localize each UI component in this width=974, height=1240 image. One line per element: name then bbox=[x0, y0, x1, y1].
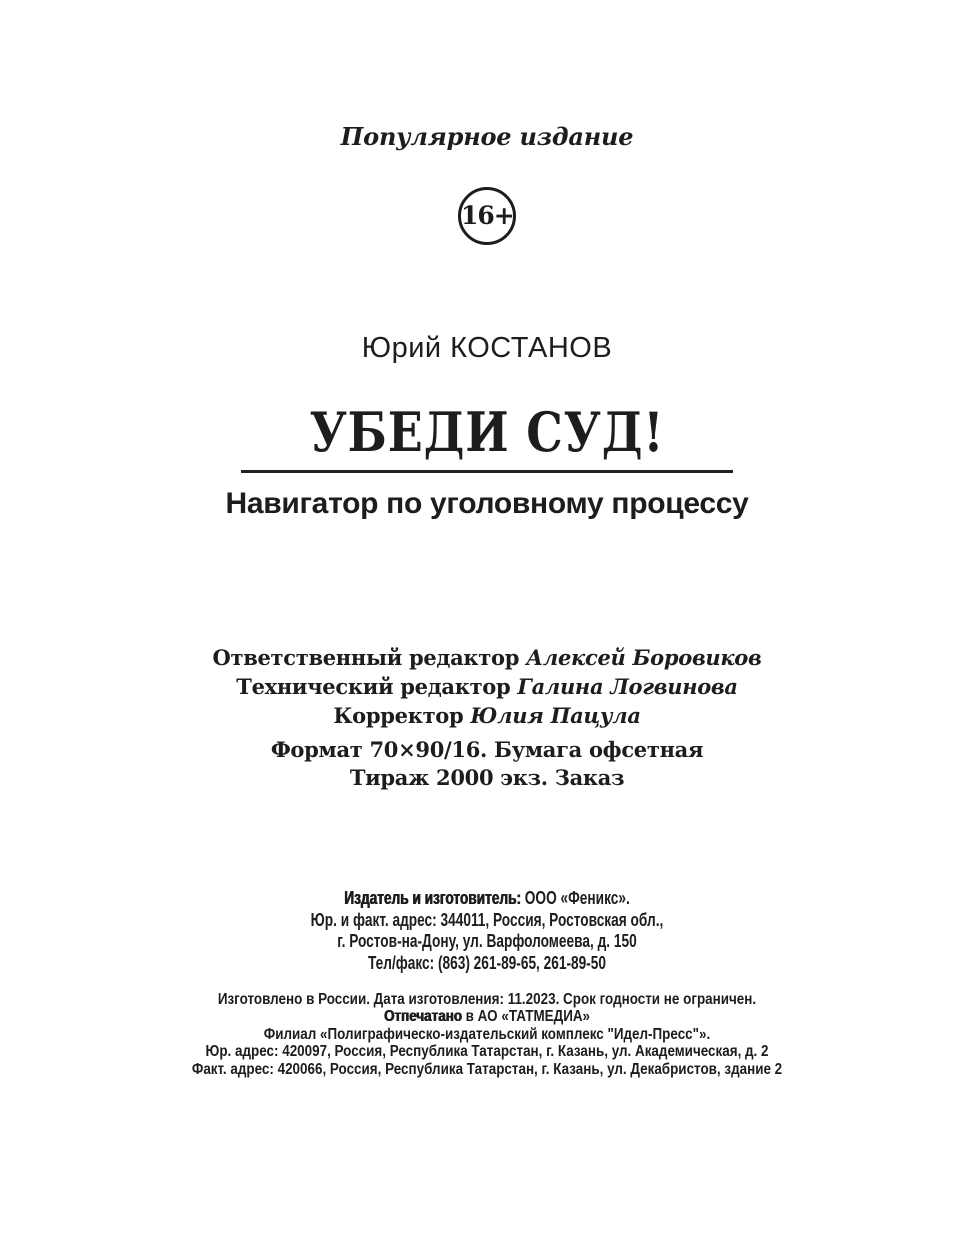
credit-line-proofreader bbox=[0, 701, 974, 730]
edition-note: Популярное издание bbox=[340, 122, 634, 151]
manufacturing-block bbox=[0, 991, 974, 1078]
credits-block bbox=[0, 643, 974, 730]
publisher-line bbox=[117, 888, 857, 910]
printed-by-rest: в АО «ТАТМЕДИА» bbox=[465, 1008, 591, 1026]
printing-branch-line: Филиал «Полиграфическо-издательский комплекс "Идел-Пресс"». bbox=[263, 1025, 711, 1043]
author-name: Юрий КОСТАНОВ bbox=[361, 332, 613, 364]
publisher-phone-line: Тел/факс: (863) 261-89-65, 261-89-50 bbox=[367, 952, 607, 973]
book-subtitle: Навигатор по уголовному процессу bbox=[225, 487, 749, 520]
credit-person: Галина Логвинова bbox=[517, 674, 738, 699]
credit-role: Технический редактор bbox=[236, 674, 511, 699]
credit-line-technical-editor bbox=[0, 672, 974, 701]
publisher-name: ООО «Феникс». bbox=[524, 888, 630, 908]
book-title: УБЕДИ СУД! bbox=[309, 400, 665, 464]
publisher-label: Издатель и изготовитель: bbox=[344, 888, 521, 908]
credit-person: Алексей Боровиков bbox=[526, 645, 762, 670]
age-rating-badge: 16+ bbox=[458, 187, 516, 245]
print-specs-block bbox=[0, 736, 974, 792]
made-in-line: Изготовлено в России. Дата изготовления: 11.2023. Срок годности не ограничен. bbox=[217, 991, 757, 1008]
publisher-address-line2: г. Ростов-на-Дону, ул. Варфоломеева, д. 150 bbox=[337, 931, 637, 951]
printer-actual-address-line: Факт. адрес: 420066, Россия, Республика Татарстан, г. Казань, ул. Декабристов, здание 2 bbox=[191, 1060, 783, 1078]
publisher-address-line1: Юр. и факт. адрес: 344011, Россия, Ростовская обл., bbox=[310, 909, 664, 930]
credit-role: Ответственный редактор bbox=[212, 645, 520, 670]
title-divider-rule bbox=[241, 470, 733, 473]
printer-legal-address-line: Юр. адрес: 420097, Россия, Республика Татарстан, г. Казань, ул. Академическая, д. 2 bbox=[205, 1043, 769, 1061]
credit-role: Корректор bbox=[333, 703, 464, 728]
format-line: Формат 70×90/16. Бумага офсетная bbox=[270, 737, 704, 762]
printed-by-label: Отпечатано bbox=[383, 1008, 462, 1026]
print-run-line: Тираж 2000 экз. Заказ bbox=[349, 765, 625, 790]
printed-by-line bbox=[78, 1008, 896, 1025]
publisher-block bbox=[0, 888, 974, 974]
credit-line-responsible-editor bbox=[0, 643, 974, 672]
credit-person: Юлия Пацула bbox=[470, 703, 641, 728]
